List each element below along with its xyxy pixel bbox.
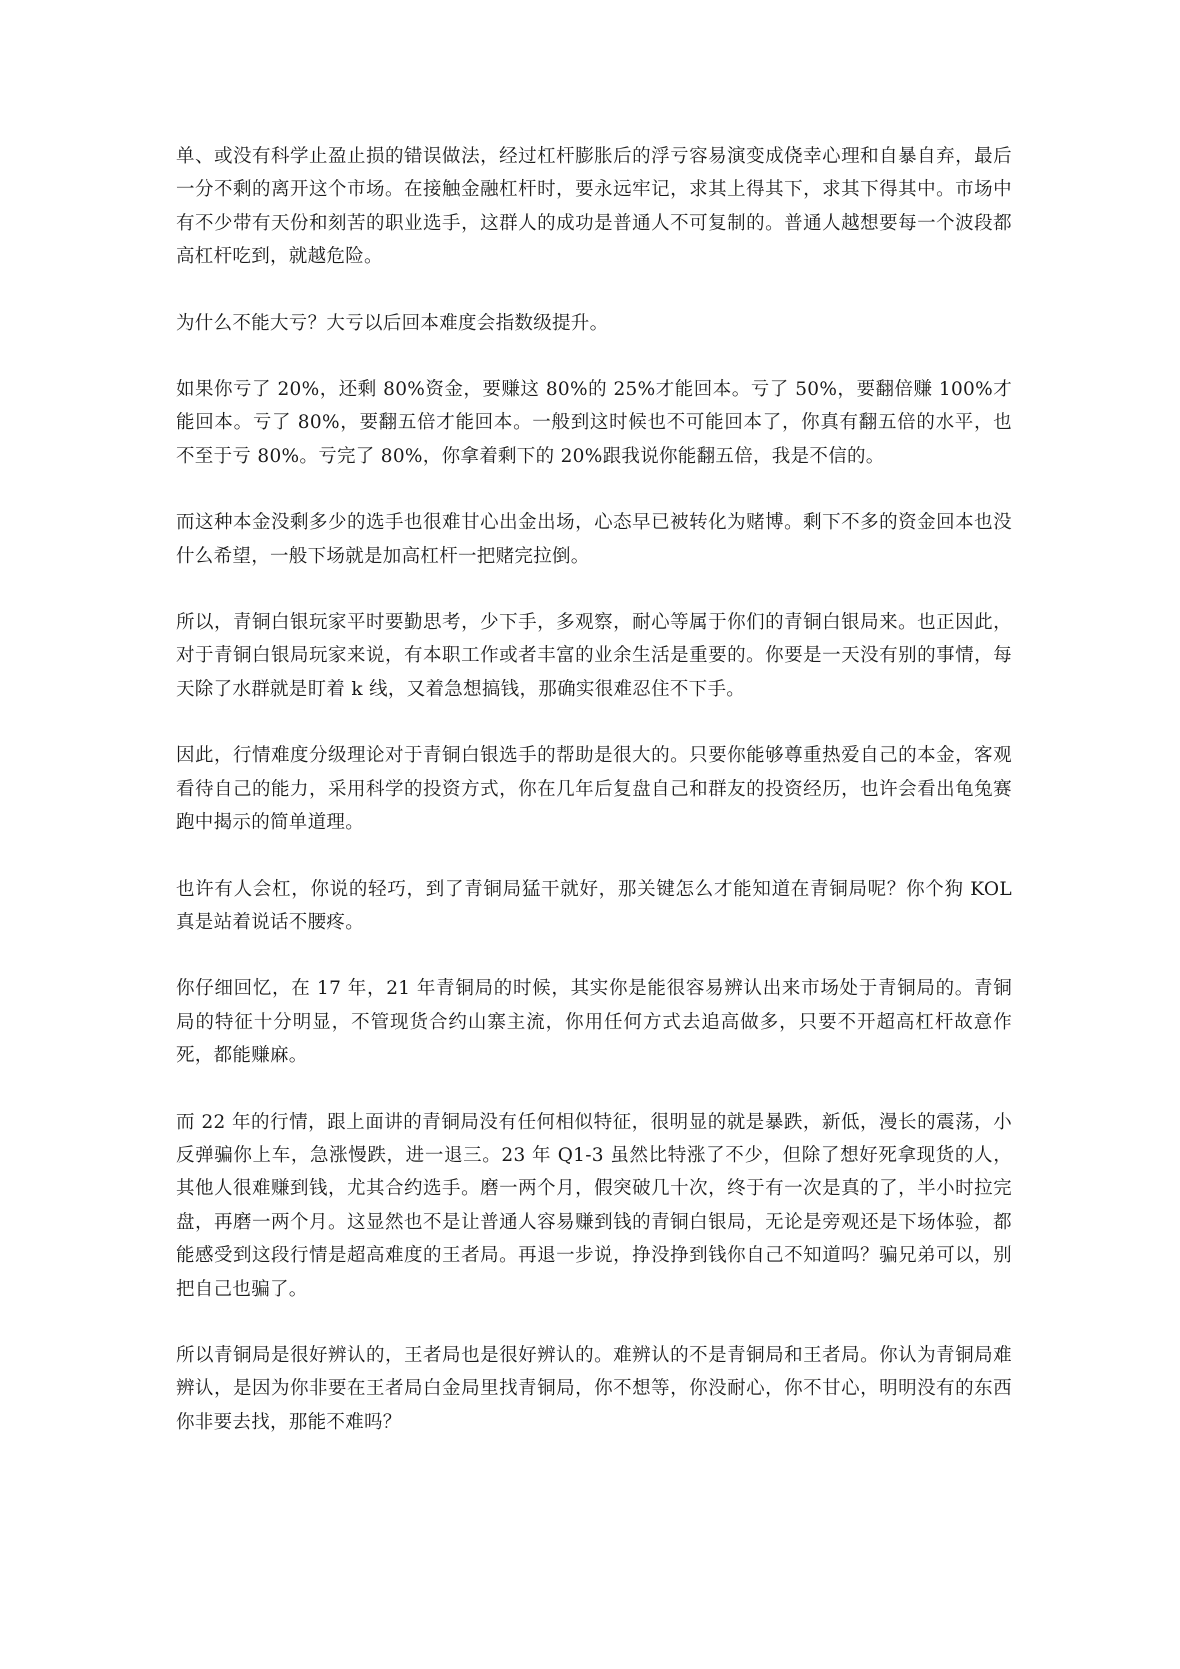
paragraph: 所以，青铜白银玩家平时要勤思考，少下手，多观察，耐心等属于你们的青铜白银局来。也正因此，对于青铜白银局玩家来说，有本职工作或者丰富的业余生活是重要的。你要是一天没有别的事情，每天除了水群就是盯着 k 线，又着急想搞钱，那确实很难忍住不下手。	[176, 612, 1012, 700]
paragraph: 因此，行情难度分级理论对于青铜白银选手的帮助是很大的。只要你能够尊重热爱自己的本金，客观看待自己的能力，采用科学的投资方式，你在几年后复盘自己和群友的投资经历，也许会看出龟兔赛跑中揭示的简单道理。	[176, 745, 1012, 834]
paragraph: 而这种本金没剩多少的选手也很难甘心出金出场，心态早已被转化为赌博。剩下不多的资金回本也没什么希望，一般下场就是加高杠杆一把赌完拉倒。	[176, 512, 1012, 567]
paragraph: 如果你亏了 20%，还剩 80%资金，要赚这 80%的 25%才能回本。亏了 50%，要翻倍赚 100%才能回本。亏了 80%，要翻五倍才能回本。一般到这时候也不可能回本了，你真有翻五倍的水平，也不至于亏 80%。亏完了 80%，你拿着剩下的 20%跟我说你能翻五倍，我是不信的。	[176, 379, 1012, 467]
paragraph: 你仔细回忆，在 17 年，21 年青铜局的时候，其实你是能很容易辨认出来市场处于青铜局的。青铜局的特征十分明显，不管现货合约山寨主流，你用任何方式去追高做多，只要不开超高杠杆故意作死，都能赚麻。	[176, 978, 1012, 1067]
paragraph: 单、或没有科学止盈止损的错误做法，经过杠杆膨胀后的浮亏容易演变成侥幸心理和自暴自弃，最后一分不剩的离开这个市场。在接触金融杠杆时，要永远牢记，求其上得其下，求其下得其中。市场中有不少带有天份和刻苦的职业选手，这群人的成功是普通人不可复制的。普通人越想要每一个波段都高杠杆吃到，就越危险。	[176, 146, 1012, 268]
paragraph: 也许有人会杠，你说的轻巧，到了青铜局猛干就好，那关键怎么才能知道在青铜局呢？你个狗 KOL 真是站着说话不腰疼。	[176, 878, 1012, 933]
paragraph: 所以青铜局是很好辨认的，王者局也是很好辨认的。难辨认的不是青铜局和王者局。你认为青铜局难辨认，是因为你非要在王者局白金局里找青铜局，你不想等，你没耐心，你不甘心，明明没有的东西你非要去找，那能不难吗？	[176, 1344, 1012, 1433]
paragraph: 为什么不能大亏？大亏以后回本难度会指数级提升。	[176, 312, 609, 334]
paragraph: 而 22 年的行情，跟上面讲的青铜局没有任何相似特征，很明显的就是暴跌，新低，漫长的震荡，小反弹骗你上车，急涨慢跌，进一退三。23 年 Q1-3 虽然比特涨了不少，但除了想好死拿现货的人，其他人很难赚到钱，尤其合约选手。磨一两个月，假突破几十次，终于有一次是真的了，半小时拉完盘，再磨一两个月。这显然也不是让普通人容易赚到钱的青铜白银局，无论是旁观还是下场体验，都能感受到这段行情是超高难度的王者局。再退一步说，挣没挣到钱你自己不知道吗？骗兄弟可以，别把自己也骗了。	[176, 1111, 1012, 1300]
document-body	[176, 140, 1012, 1472]
